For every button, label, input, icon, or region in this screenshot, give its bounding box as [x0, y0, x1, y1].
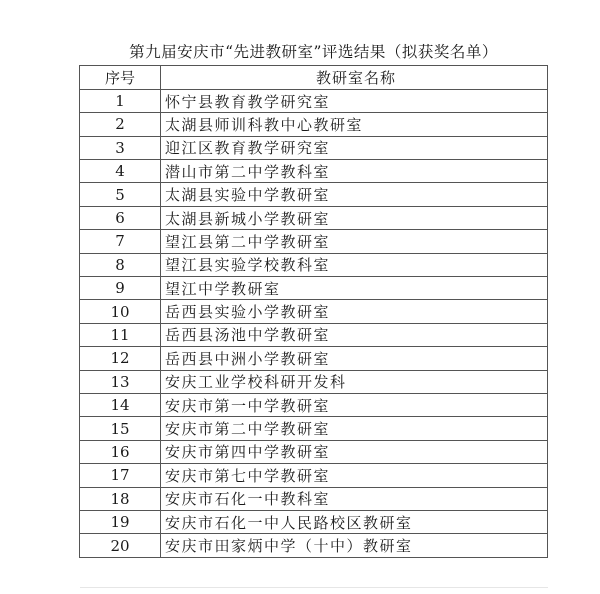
row-index: 20	[80, 534, 161, 557]
table-row	[80, 183, 548, 206]
table-row	[80, 323, 548, 346]
row-name: 安庆市田家炳中学（十中）教研室	[161, 534, 548, 557]
row-index: 6	[80, 206, 161, 229]
row-name: 安庆市石化一中人民路校区教研室	[161, 510, 548, 533]
table-row	[80, 113, 548, 136]
table-row	[80, 206, 548, 229]
row-name: 安庆工业学校科研开发科	[161, 370, 548, 393]
row-index: 14	[80, 393, 161, 416]
row-name: 安庆市第一中学教研室	[161, 393, 548, 416]
table-row	[80, 510, 548, 533]
award-list-document	[79, 40, 548, 558]
row-name: 怀宁县教育教学研究室	[161, 89, 548, 112]
row-name: 岳西县实验小学教研室	[161, 300, 548, 323]
row-index: 13	[80, 370, 161, 393]
row-index: 17	[80, 464, 161, 487]
table-row	[80, 230, 548, 253]
table-row	[80, 440, 548, 463]
page-divider	[80, 587, 548, 588]
row-index: 5	[80, 183, 161, 206]
row-index: 7	[80, 230, 161, 253]
document-title: 第九届安庆市“先进教研室”评选结果（拟获奖名单）	[79, 40, 548, 66]
row-name: 太湖县新城小学教研室	[161, 206, 548, 229]
row-index: 3	[80, 136, 161, 159]
table-row	[80, 136, 548, 159]
table-body	[80, 89, 548, 557]
row-name: 岳西县汤池中学教研室	[161, 323, 548, 346]
table-header-row	[80, 66, 548, 89]
row-index: 2	[80, 113, 161, 136]
row-index: 1	[80, 89, 161, 112]
row-name: 迎江区教育教学研究室	[161, 136, 548, 159]
row-index: 4	[80, 160, 161, 183]
table-row	[80, 253, 548, 276]
header-name: 教研室名称	[161, 66, 548, 89]
row-index: 16	[80, 440, 161, 463]
header-index: 序号	[80, 66, 161, 89]
table-row	[80, 417, 548, 440]
table-row	[80, 300, 548, 323]
row-index: 18	[80, 487, 161, 510]
row-index: 15	[80, 417, 161, 440]
row-index: 11	[80, 323, 161, 346]
table-row	[80, 487, 548, 510]
row-name: 安庆市第二中学教研室	[161, 417, 548, 440]
table-row	[80, 370, 548, 393]
row-index: 12	[80, 347, 161, 370]
row-name: 望江县实验学校教科室	[161, 253, 548, 276]
row-name: 安庆市第七中学教研室	[161, 464, 548, 487]
table-row	[80, 277, 548, 300]
row-name: 望江县第二中学教研室	[161, 230, 548, 253]
award-table	[79, 66, 548, 558]
row-name: 安庆市石化一中教科室	[161, 487, 548, 510]
row-name: 太湖县师训科教中心教研室	[161, 113, 548, 136]
table-row	[80, 347, 548, 370]
row-index: 8	[80, 253, 161, 276]
row-name: 安庆市第四中学教研室	[161, 440, 548, 463]
row-index: 9	[80, 277, 161, 300]
row-index: 10	[80, 300, 161, 323]
row-index: 19	[80, 510, 161, 533]
row-name: 岳西县中洲小学教研室	[161, 347, 548, 370]
table-row	[80, 89, 548, 112]
table-row	[80, 393, 548, 416]
row-name: 望江中学教研室	[161, 277, 548, 300]
table-row	[80, 464, 548, 487]
row-name: 太湖县实验中学教研室	[161, 183, 548, 206]
table-row	[80, 160, 548, 183]
row-name: 潜山市第二中学教科室	[161, 160, 548, 183]
table-row	[80, 534, 548, 557]
